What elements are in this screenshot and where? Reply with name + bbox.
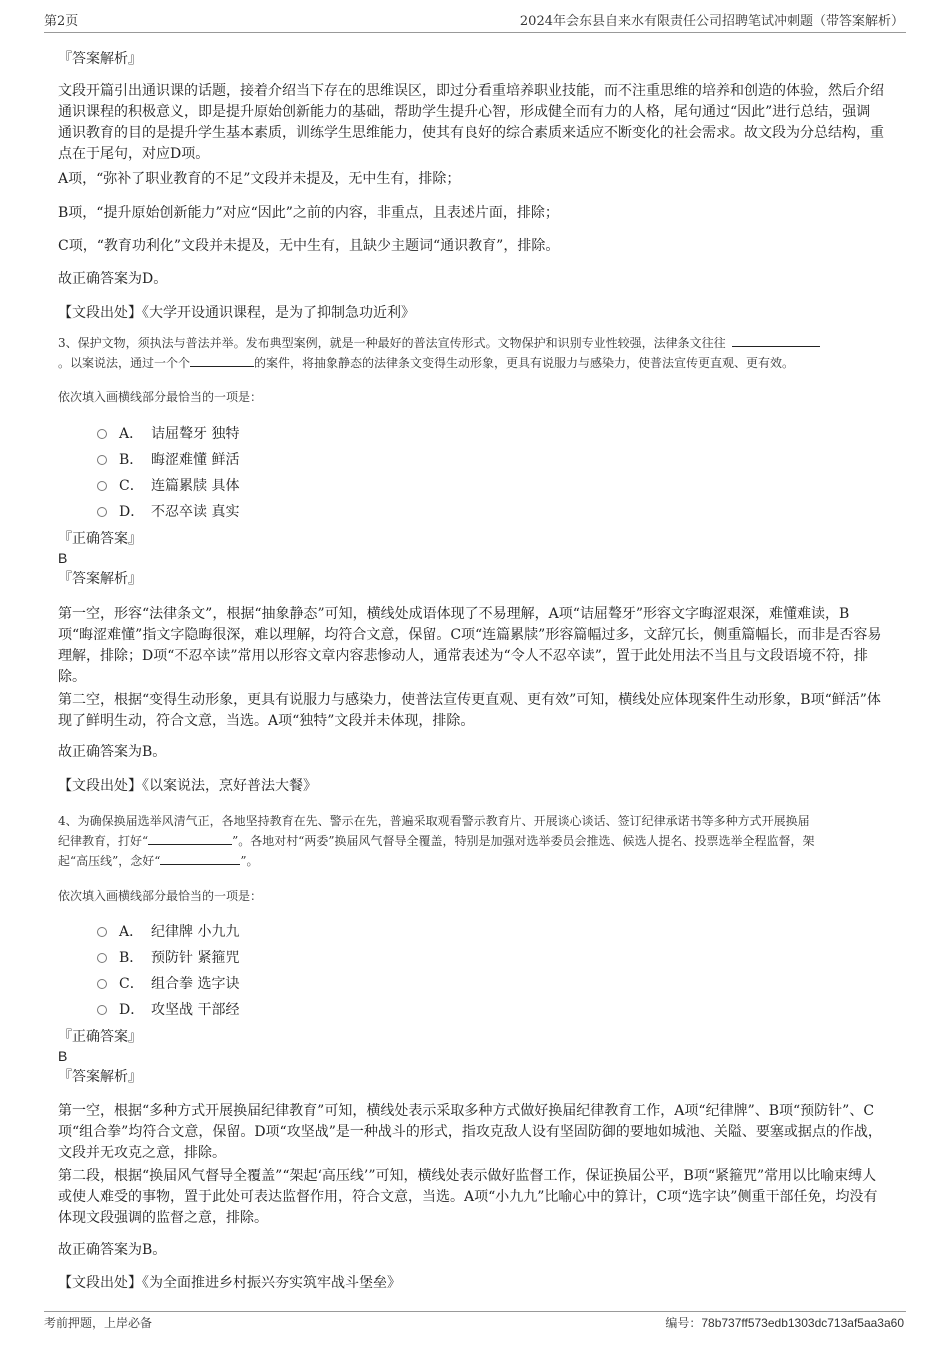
q4-analysis-paragraph-2: 第二段，根据“换届风气督导全覆盖”“架起‘高压线’”可知，横线处表示做好监督工作，保证换届公平，B项“紧箍咒”常用以比喻束缚人或使人难受的事物，置于此处可表达监督作用，符合文意，当选。A项“小九九”比喻心中的算计，C项“选字诀”侧重干部任免，均没有体现文段强调的监督之意，排除。: [58, 1168, 878, 1226]
radio-icon[interactable]: [97, 481, 107, 491]
q2-analysis-option-a: A项，“弥补了职业教育的不足”文段并未提及，无中生有，排除；: [58, 171, 461, 187]
radio-icon[interactable]: [97, 953, 107, 963]
q4-prompt: 依次填入画横线部分最恰当的一项是：: [58, 889, 263, 903]
q4-analysis-paragraph-1: 第一空，根据“多种方式开展换届纪律教育”可知，横线处表示采取多种方式做好换届纪律教育工作，A项“纪律牌”、B项“预防针”、C项“组合拳”均符合文意，保留。D项“攻坚战”是一种战斗的形式，指攻克敌人设有坚固防御的要地如城池、关隘、要塞或据点的作战，文段并无攻克之意，排除。: [58, 1103, 882, 1161]
q2-analysis-option-c: C项，“教育功利化”文段并未提及，无中生有，且缺少主题词“通识教育”，排除。: [58, 238, 560, 254]
q3-prompt: 依次填入画横线部分最恰当的一项是：: [58, 390, 263, 404]
q4-text-line3-b: ”。: [240, 854, 259, 868]
q3-option-b[interactable]: B． 晦涩难懂 鲜活: [97, 449, 239, 469]
q3-analysis-paragraph-1: 第一空，形容“法律条文”，根据“抽象静态”可知，横线处成语体现了不易理解，A项“诘屈聱牙”形容文字晦涩艰深，难懂难读，B项“晦涩难懂”指文字隐晦很深，难以理解，均符合文意，保留。C项“连篇累牍”形容篇幅过多，文辞冗长，侧重篇幅长，而非是否容易理解，排除；D项“不忍卒读”常用以形容文章内容悲惨动人，通常表述为“令人不忍卒读”，置于此处用法不当且与文段语境不符，排除。: [58, 606, 882, 685]
document-title: 2024年会东县自来水有限责任公司招聘笔试冲刺题（带答案解析）: [519, 14, 904, 29]
footer-code-value: 78b737ff573edb1303dc713af5aa3a60: [701, 1316, 904, 1330]
q4-blank-1: [148, 832, 232, 845]
q3-option-d[interactable]: D． 不忍卒读 真实: [97, 501, 239, 521]
radio-icon[interactable]: [97, 429, 107, 439]
q4-option-b[interactable]: B． 预防针 紧箍咒: [97, 947, 239, 967]
radio-icon[interactable]: [97, 455, 107, 465]
page-number: 第2页: [44, 14, 79, 29]
q3-blank-1: [732, 334, 820, 347]
radio-icon[interactable]: [97, 507, 107, 517]
q2-conclusion: 故正确答案为D。: [58, 271, 168, 287]
q3-conclusion: 故正确答案为B。: [58, 744, 167, 760]
footer-code-label: 编号：: [665, 1316, 702, 1330]
q2-analysis-paragraph: 文段开篇引出通识课的话题，接着介绍当下存在的思维误区，即过分看重培养职业技能，而不注重思维的培养和创造的体验，然后介绍通识课程的积极意义，即是提升原始创新能力的基础，帮助学生提升心智，形成健全而有力的人格，尾句通过“因此”进行总结，强调通识教育的目的是提升学生基本素质，训练学生思维能力，使其有良好的综合素质来适应不断变化的社会需求。故文段为分总结构，重点在于尾句，对应D项。: [58, 83, 884, 162]
q3-text-line1: 3、保护文物，须执法与普法并举。发布典型案例，就是一种最好的普法宣传形式。文物保护和识别专业性较强，法律条文往往: [58, 336, 726, 350]
q4-question-text: [58, 811, 884, 871]
q3-option-c[interactable]: C． 连篇累牍 具体: [97, 475, 239, 495]
radio-icon[interactable]: [97, 927, 107, 937]
q2-source: 【文段出处】《大学开设通识课程，是为了抑制急功近利》: [58, 305, 415, 321]
header-divider: [44, 32, 906, 33]
footer-divider: [44, 1311, 906, 1312]
radio-icon[interactable]: [97, 979, 107, 989]
footer-slogan: 考前押题，上岸必备: [44, 1316, 153, 1330]
footer-code: [665, 1314, 904, 1331]
radio-icon[interactable]: [97, 1005, 107, 1015]
q3-analysis-label: 『答案解析』: [58, 571, 142, 587]
q4-option-d[interactable]: D． 攻坚战 干部经: [97, 999, 239, 1019]
q3-source: 【文段出处】《以案说法，烹好普法大餐》: [58, 778, 317, 794]
q4-text-line2-a: 纪律教育，打好“: [58, 834, 149, 848]
q4-conclusion: 故正确答案为B。: [58, 1242, 167, 1258]
q2-analysis-option-b: B项，“提升原始创新能力”对应“因此”之前的内容，非重点，且表述片面，排除；: [58, 205, 559, 221]
q4-text-line2-b: ”。各地对村“两委”换届风气督导全覆盖，特别是加强对选举委员会推选、候选人提名、投票选举全程监督，架: [232, 834, 815, 848]
q3-text-line2-b: 的案件，将抽象静态的法律条文变得生动形象，更具有说服力与感染力，使普法宣传更直观、更有效。: [254, 356, 795, 370]
q4-correct-answer: B: [58, 1048, 68, 1064]
q4-source: 【文段出处】《为全面推进乡村振兴夯实筑牢战斗堡垒》: [58, 1275, 401, 1291]
q3-option-a[interactable]: A． 诘屈聱牙 独特: [97, 423, 239, 443]
q2-analysis-label: 『答案解析』: [58, 51, 142, 67]
q4-correct-label: 『正确答案』: [58, 1029, 142, 1045]
q4-blank-2: [160, 852, 240, 865]
q4-text-line1: 4、为确保换届选举风清气正，各地坚持教育在先、警示在先，普遍采取观看警示教育片、开展谈心谈话、签订纪律承诺书等多种方式开展换届: [58, 814, 810, 828]
q3-correct-label: 『正确答案』: [58, 531, 142, 547]
q4-analysis-label: 『答案解析』: [58, 1069, 142, 1085]
q3-blank-2: [190, 354, 254, 367]
q4-option-c[interactable]: C． 组合拳 选字诀: [97, 973, 239, 993]
q3-question-text: [58, 333, 884, 373]
q3-analysis-paragraph-2: 第二空，根据“变得生动形象，更具有说服力与感染力，使普法宣传更直观、更有效”可知，横线处应体现案件生动形象，B项“鲜活”体现了鲜明生动，符合文意，当选。A项“独特”文段并未体现，排除。: [58, 692, 881, 729]
q4-option-a[interactable]: A． 纪律牌 小九九: [97, 921, 239, 941]
q3-text-line2-a: 。以案说法，通过一个个: [58, 356, 191, 370]
q4-text-line3-a: 起“高压线”，念好“: [58, 854, 161, 868]
q3-correct-answer: B: [58, 550, 68, 566]
